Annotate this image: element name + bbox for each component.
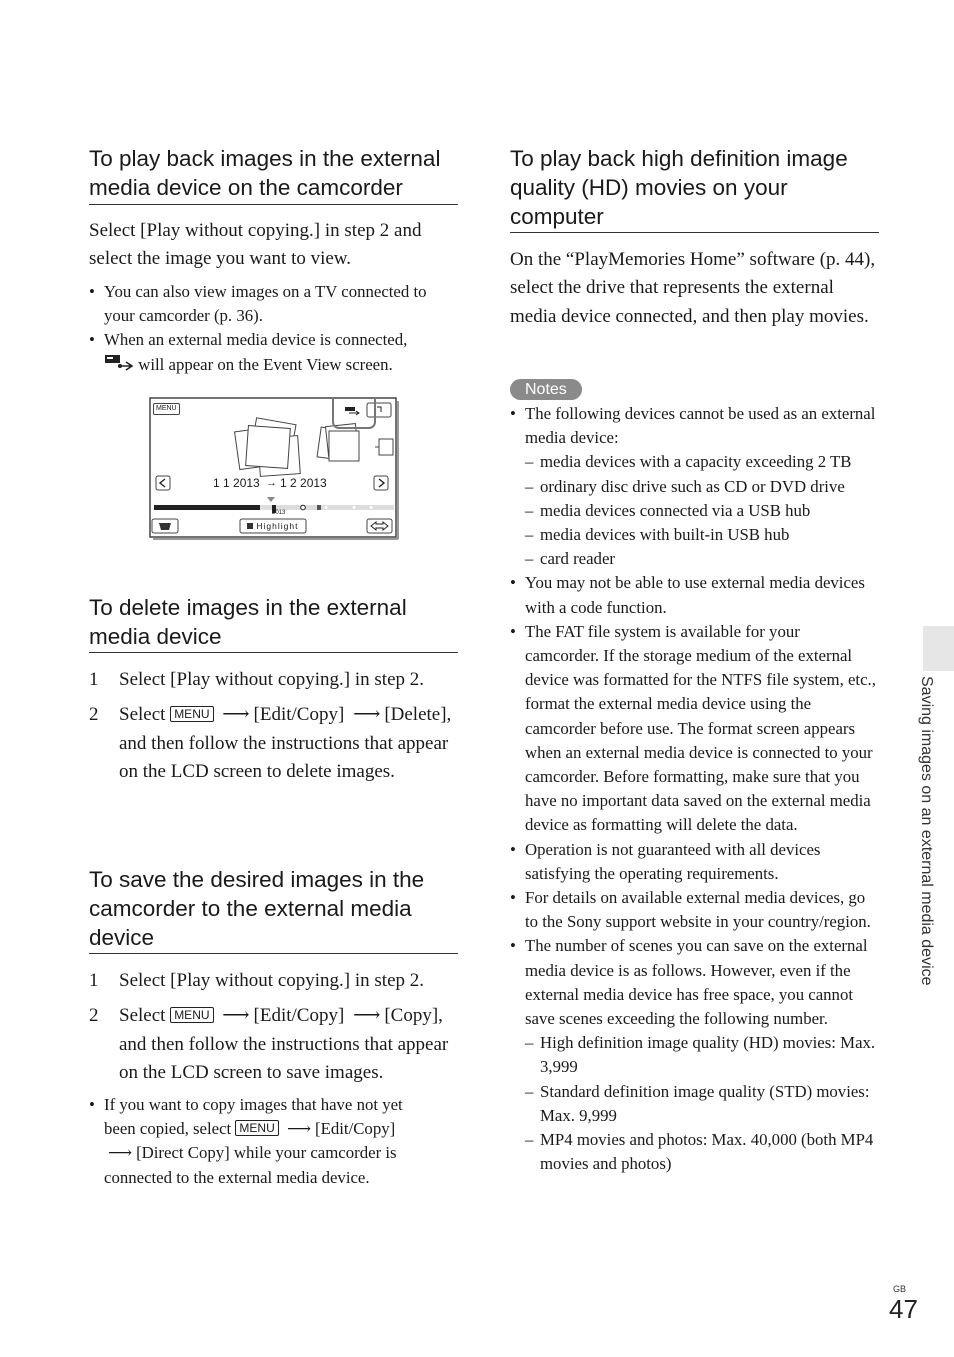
sub-item: – media devices with built-in USB hub	[525, 523, 878, 547]
menu-key-icon: MENU	[170, 706, 213, 722]
bullet-item: • If you want to copy images that have not yet been copied, select MENU ⟶ [Edit/Copy] ⟶ [Direct Copy] while your camcorder is connected to the external media device.	[89, 1093, 429, 1190]
chapter-label: Saving images on an external media device	[918, 676, 935, 986]
save-bullet-list	[89, 1093, 429, 1190]
heading-rule	[89, 204, 458, 205]
arrow-icon: ⟶	[222, 704, 250, 726]
notes-list	[510, 402, 878, 1177]
note-item: • You may not be able to use external media devices with a code function.	[510, 571, 878, 619]
heading-rule	[89, 953, 458, 954]
lcd-screen-illustration	[149, 397, 399, 540]
chapter-tab	[923, 626, 954, 671]
lcd-date-end: 1 2 2013	[280, 476, 327, 490]
sub-item: – MP4 movies and photos: Max. 40,000 (both MP4 movies and photos)	[525, 1128, 878, 1176]
section-title: To play back high definition image quality (HD) movies on your computer	[510, 146, 848, 229]
bullet-item: • You can also view images on a TV connected to your camcorder (p. 36).	[89, 280, 459, 328]
menu-key-icon: MENU	[235, 1120, 278, 1136]
note-item: • For details on available external media devices, go to the Sony support website in your country/region.	[510, 886, 878, 934]
heading-rule	[89, 652, 458, 653]
arrow-icon: ⟶	[286, 1119, 312, 1139]
bullet-item: • When an external media device is connected, will appear on the Event View screen.	[89, 328, 459, 379]
lcd-timeline-year: 2013	[272, 510, 286, 516]
arrow-icon: ⟶	[353, 704, 381, 726]
sub-item: – ordinary disc drive such as CD or DVD drive	[525, 475, 878, 499]
sub-item: – media devices connected via a USB hub	[525, 499, 878, 523]
step-item: 2 Select MENU ⟶ [Edit/Copy] ⟶ [Copy], and then follow the instructions that appear on the LCD screen to save images.	[89, 1002, 464, 1087]
film-icon	[247, 523, 253, 529]
step-item: 2 Select MENU ⟶ [Edit/Copy] ⟶ [Delete], and then follow the instructions that appear on the LCD screen to delete images.	[89, 701, 459, 786]
heading-rule	[510, 232, 879, 233]
step-item: 1 Select [Play without copying.] in step 2.	[89, 669, 425, 690]
section-delete-heading	[89, 593, 459, 651]
note-item: • The FAT file system is available for your camcorder. If the storage medium of the external device was formatted for the NTFS file system, etc., format the external media device using the camcorder before use. The format screen appears when an external media device is connected to your camcorder. Before formatting, make sure that you have no important data saved on the external media device as formatting will delete the data.	[510, 620, 878, 838]
step-item: 1 Select [Play without copying.] in step 2.	[89, 970, 425, 991]
arrow-icon: ⟶	[108, 1143, 133, 1163]
sub-item: – Standard definition image quality (STD) movies: Max. 9,999	[525, 1080, 878, 1128]
section-hd-computer-heading	[510, 144, 880, 231]
note-item: • The number of scenes you can save on the external media device is as follows. However, even if the external media device has free space, you cannot save scenes exceeding the following number. – High definition image quality (HD) movies: Max. 3,999 – Standard definition image quality (STD) movies: Max. 9,999 – MP4 movies and photos: Max. 40,000 (both MP4 movies and photos)	[510, 934, 878, 1176]
lcd-highlight-button: Highlight	[247, 521, 298, 532]
section-title: To delete images in the external media device	[89, 595, 407, 649]
menu-key-icon: MENU	[170, 1007, 213, 1023]
notes-badge: Notes	[510, 379, 582, 400]
section-play-external-heading	[89, 144, 459, 202]
page-region: GB	[893, 1284, 907, 1294]
save-steps	[89, 967, 464, 1094]
bullet-list	[89, 280, 459, 380]
sub-item: – media devices with a capacity exceeding 2 TB	[525, 450, 878, 474]
lcd-menu-button: MENU	[153, 403, 180, 415]
sub-item: – High definition image quality (HD) movies: Max. 3,999	[525, 1031, 878, 1079]
page-number: 47	[889, 1294, 918, 1324]
arrow-icon: ⟶	[353, 1005, 381, 1027]
sub-list	[525, 1031, 878, 1176]
section-intro: On the “PlayMemories Home” software (p. 44), select the drive that represents the external media device connected, and then play movies.	[510, 249, 876, 327]
external-media-icon	[104, 353, 134, 380]
section-title: To play back images in the external media device on the camcorder	[89, 146, 441, 200]
note-item: • The following devices cannot be used as an external media device: – media devices with a capacity exceeding 2 TB – ordinary disc drive such as CD or DVD drive – media devices connected via a USB hub – media devices with built-in USB hub – card reader	[510, 402, 878, 571]
section-intro: Select [Play without copying.] in step 2 and select the image you want to view.	[89, 220, 422, 270]
arrow-icon: ⟶	[222, 1005, 250, 1027]
lcd-date-arrow-icon: →	[266, 477, 277, 489]
section-title: To save the desired images in the camcorder to the external media device	[89, 867, 425, 950]
section-save-heading	[89, 865, 459, 952]
sub-list	[525, 450, 878, 571]
note-item: • Operation is not guaranteed with all devices satisfying the operating requirements.	[510, 838, 878, 886]
sub-item: – card reader	[525, 547, 878, 571]
delete-steps	[89, 666, 459, 793]
lcd-date-start: 1 1 2013	[213, 476, 260, 490]
